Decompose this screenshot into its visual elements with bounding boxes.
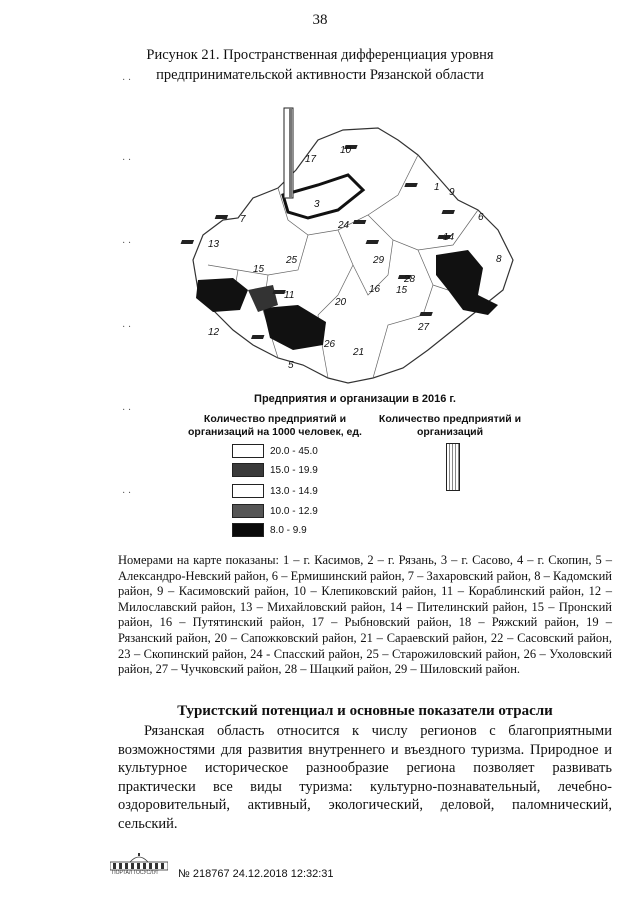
region-label: 25 <box>286 255 298 266</box>
margin-mark: · · <box>122 155 132 166</box>
margin-mark: · · <box>122 75 132 86</box>
logo-caption: ПОРТАЛ ГОСУСЛУГ <box>112 870 160 876</box>
figure-title-line2: предпринимательской активности Рязанской области <box>156 67 484 83</box>
region-map <box>178 100 528 390</box>
legend-label: 13.0 - 14.9 <box>270 485 318 497</box>
region-label: 8 <box>496 254 502 265</box>
region-label: 7 <box>240 214 246 225</box>
legend-count-bar <box>446 443 460 491</box>
legend-swatch <box>232 463 264 477</box>
section-paragraph: Рязанская область относится к числу регионов с благоприятными возможностями для развития внутреннего и въездного туризма. Природное и культурное историческое разнообразие региона позволяет развивать практически все виды туризма: культурно-познавательный, лечебно-оздоровительный, активный, экологический, деловой, паломнический, сельский. <box>118 723 612 832</box>
region-label: 9 <box>449 187 455 198</box>
legend-count-header: Количество предприятий и организаций <box>378 413 522 438</box>
margin-mark: · · <box>122 405 132 416</box>
legend-row <box>232 523 307 537</box>
region-label: 16 <box>369 284 381 295</box>
legend-swatch <box>232 523 264 537</box>
page-number: 38 <box>312 12 328 28</box>
region-label: 13 <box>208 239 220 250</box>
section-heading: Туристский потенциал и основные показатели отрасли <box>177 703 553 719</box>
region-label: 15 <box>396 285 408 296</box>
legend-label: 8.0 - 9.9 <box>270 524 307 536</box>
region-label: 1 <box>434 182 440 193</box>
map-notes: Номерами на карте показаны: 1 – г. Касимов, 2 – г. Рязань, 3 – г. Сасово, 4 – г. Скопин, 5 – Александро-Невский район, 6 – Ермишинский район, 7 – Захаровский район, 8 – Кадомский район, 9 – Касимовский район, 10 – Клепиковский район, 11 – Кораблинский район, 12 – Милославский район, 13 – Михайловский район, 14 – Пителинский район, 15 – Пронский район, 16 – Путятинский район, 17 – Рыбновский район, 18 – Ряжский район, 19 – Рязанский район, 20 – Сапожковский район, 21 – Сараевский район, 22 – Сасовский район, 23 – Скопинский район, 24 - Спасский район, 25 – Старожиловский район, 26 – Ухоловский район, 27 – Чучковский район, 28 – Шацкий район, 29 – Шиловский район. <box>118 553 612 677</box>
document-stamp: № 218767 24.12.2018 12:32:31 <box>178 868 334 880</box>
region-label: 29 <box>373 255 385 266</box>
legend-density-header: Количество предприятий и организаций на 1000 человек, ед. <box>188 413 362 438</box>
region-label: 26 <box>324 339 336 350</box>
legend-row <box>232 463 318 477</box>
figure-title <box>80 45 560 85</box>
region-label: 12 <box>208 327 220 338</box>
region-label: 10 <box>340 145 352 156</box>
margin-mark: · · <box>122 488 132 499</box>
legend-row <box>232 504 318 518</box>
legend-row <box>232 444 318 458</box>
margin-mark: · · <box>122 322 132 333</box>
region-label: 5 <box>288 360 294 371</box>
legend-swatch <box>232 444 264 458</box>
legend-label: 20.0 - 45.0 <box>270 445 318 457</box>
margin-mark: · · <box>122 238 132 249</box>
region-label: 21 <box>353 347 365 358</box>
gosuslugi-logo <box>110 852 168 872</box>
figure-title-line1: Рисунок 21. Пространственная дифференциация уровня <box>146 47 494 63</box>
region-label: 17 <box>305 154 317 165</box>
legend-swatch <box>232 484 264 498</box>
legend-swatch <box>232 504 264 518</box>
legend-row <box>232 484 318 498</box>
legend-label: 10.0 - 12.9 <box>270 505 318 517</box>
region-label: 24 <box>338 220 350 231</box>
region-label: 27 <box>418 322 430 333</box>
region-label: 20 <box>335 297 347 308</box>
legend-label: 15.0 - 19.9 <box>270 464 318 476</box>
region-label: 3 <box>314 199 320 210</box>
region-label: 11 <box>284 290 295 301</box>
legend-title: Предприятия и организации в 2016 г. <box>254 393 456 405</box>
region-label: 28 <box>404 274 416 285</box>
region-label: 6 <box>478 212 484 223</box>
region-label: 15 <box>253 264 265 275</box>
region-label: 14 <box>443 232 455 243</box>
